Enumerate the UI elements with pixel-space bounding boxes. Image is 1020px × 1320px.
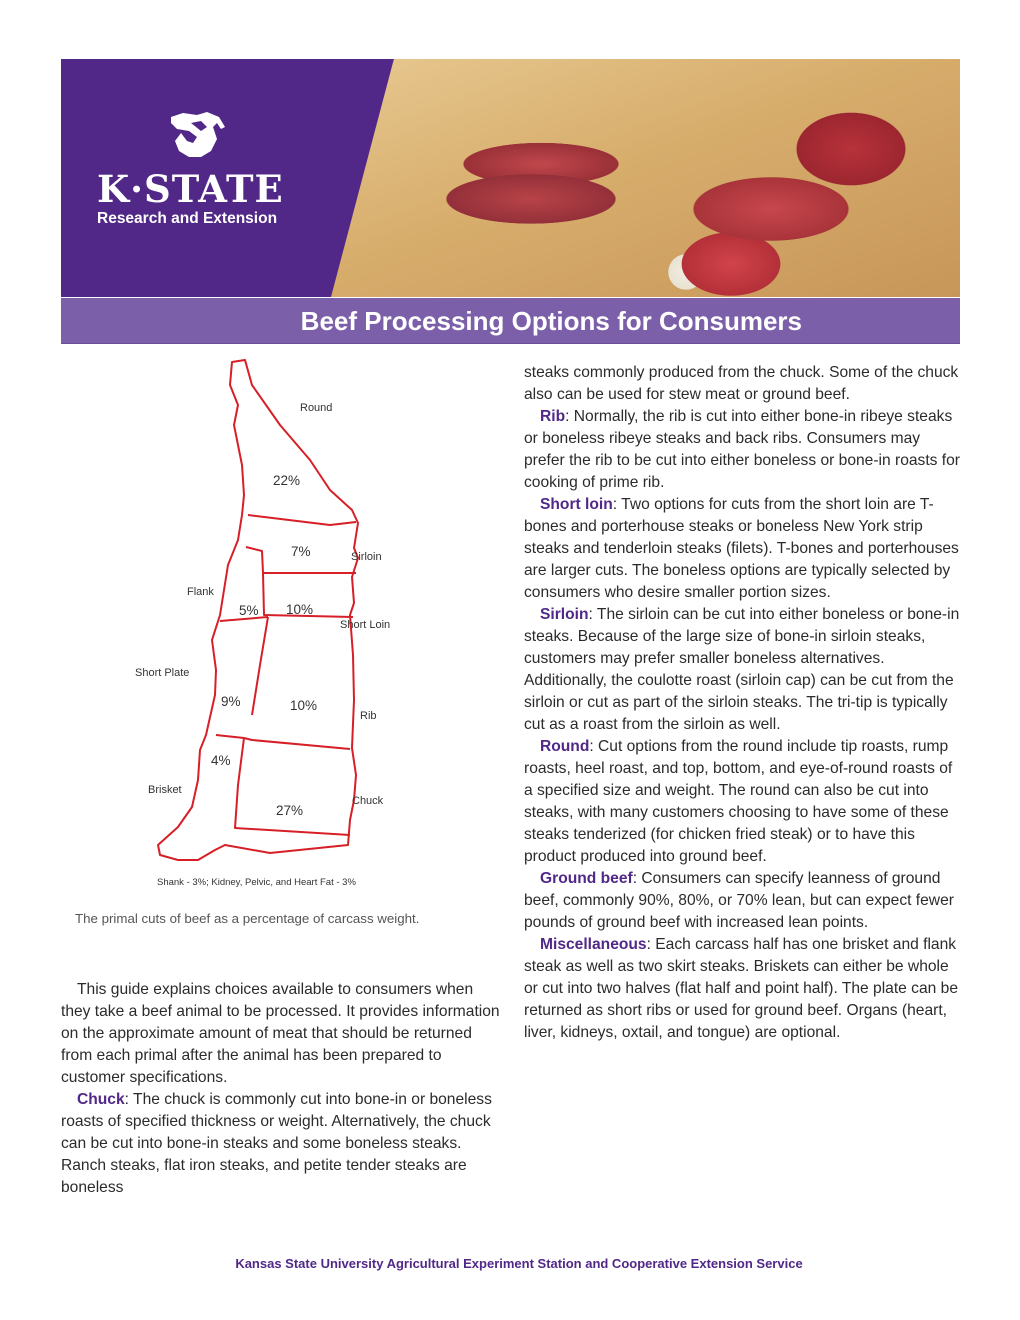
pct-sirloin: 7% xyxy=(291,544,311,559)
pct-short-plate: 9% xyxy=(221,694,241,709)
shank-fat-note: Shank - 3%; Kidney, Pelvic, and Heart Fat - 3% xyxy=(157,877,356,888)
short-loin-paragraph xyxy=(524,494,964,604)
pct-shortloin: 10% xyxy=(286,602,314,617)
chuck-paragraph xyxy=(61,1089,501,1199)
line-brisket-chuck xyxy=(235,738,350,835)
round-paragraph xyxy=(524,736,964,868)
label-brisket: Brisket xyxy=(148,784,182,796)
pct-rib: 10% xyxy=(290,698,318,713)
short-loin-heading: Short loin xyxy=(540,496,613,513)
diagram-caption: The primal cuts of beef as a percentage of carcass weight. xyxy=(75,911,420,926)
label-chuck: Chuck xyxy=(352,795,384,807)
footer-text: Kansas State University Agricultural Experiment Station and Cooperative Extension Service xyxy=(235,1256,803,1271)
label-round: Round xyxy=(300,402,333,414)
chuck-text: : The chuck is commonly cut into bone-in or boneless roasts of specified thickness or weight. Alternatively, the chuck can be cut into bone-in steaks and some boneless steaks. Ranch steaks, flat iron steaks, and petite tender steaks are boneless xyxy=(61,1091,492,1196)
pct-flank: 5% xyxy=(239,603,259,618)
label-flank: Flank xyxy=(187,586,214,598)
ground-beef-paragraph xyxy=(524,868,964,934)
miscellaneous-paragraph xyxy=(524,934,964,1044)
pct-brisket: 4% xyxy=(211,753,231,768)
primal-cuts-diagram xyxy=(120,355,460,895)
rib-heading: Rib xyxy=(540,408,566,425)
line-round-sirloin xyxy=(248,515,356,525)
header-banner xyxy=(61,59,960,297)
page-title: Beef Processing Options for Consumers xyxy=(300,306,802,336)
label-short-plate: Short Plate xyxy=(135,667,190,679)
sirloin-heading: Sirloin xyxy=(540,606,589,623)
sirloin-text: : The sirloin can be cut into either boneless or bone-in steaks. Because of the large size of bone-in sirloin steaks, customers may prefer smaller boneless alternatives. Additionally, the coulotte roast (sirloin cap) can be cut from the sirloin or cut as part of the sirloin steaks. The tri-tip is typically cut as a roast from the sirloin as well. xyxy=(524,606,960,733)
beef-cuts-photo xyxy=(331,59,960,297)
chuck-heading: Chuck xyxy=(77,1091,125,1108)
label-rib: Rib xyxy=(360,710,377,722)
miscellaneous-heading: Miscellaneous xyxy=(540,936,647,953)
label-short-loin: Short Loin xyxy=(340,619,391,631)
round-heading: Round xyxy=(540,738,590,755)
pct-round: 22% xyxy=(273,473,301,488)
footer xyxy=(0,1256,1020,1271)
miscellaneous-text: : Each carcass half has one brisket and flank steak as well as two skirt steaks. Briskets can either be whole or cut into two halves (flat half and point half). The plate can be returned as short ribs or used for ground beef. Organs (heart, liver, kidneys, oxtail, and tongue) are optional. xyxy=(524,936,958,1041)
round-text: : Cut options from the round include tip roasts, rump roasts, heel roast, and top, bottom, and eye-of-round roasts of a specified size and weight. The round can also be cut into steaks, with many customers choosing to have some of these steaks tenderized (for chicken fried steak) or to have this product produced into ground beef. xyxy=(524,738,953,865)
pct-chuck: 27% xyxy=(276,803,304,818)
sirloin-paragraph xyxy=(524,604,964,736)
kstate-wordmark: K·STATE xyxy=(97,167,284,211)
ground-beef-text: : Consumers can specify leanness of ground beef, commonly 90%, 80%, or 70% lean, but can expect fewer pounds of ground beef with increased lean points. xyxy=(524,870,954,931)
right-column xyxy=(524,362,964,1044)
title-bar xyxy=(61,298,960,344)
line-rib-chuck xyxy=(216,735,350,749)
intro-paragraph: This guide explains choices available to consumers when they take a beef animal to be processed. It provides information on the approximate amount of meat that should be returned from each primal after the animal has been prepared to customer specifications. xyxy=(61,981,500,1086)
ground-beef-heading: Ground beef xyxy=(540,870,633,887)
label-sirloin: Sirloin xyxy=(351,551,382,563)
chuck-continued: steaks commonly produced from the chuck. Some of the chuck also can be used for stew meat or ground beef. xyxy=(524,364,959,403)
rib-text: : Normally, the rib is cut into either bone-in ribeye steaks or boneless ribeye steaks and back ribs. Consumers may prefer the rib to be cut into either boneless or bone-in roasts for cooking of prime rib. xyxy=(524,408,961,491)
wildcat-logo-icon xyxy=(167,111,229,159)
short-loin-text: : Two options for cuts from the short loin are T-bones and porterhouse steaks or boneless New York strip steaks and tenderloin steaks (filets). T-bones and porterhouses are larger cuts. The boneless options are typically selected by consumers who desire smaller portion sizes. xyxy=(524,496,959,601)
line-plate-rib xyxy=(252,617,268,715)
left-column xyxy=(61,979,501,1199)
rib-paragraph xyxy=(524,406,964,494)
research-extension-label: Research and Extension xyxy=(97,210,278,227)
